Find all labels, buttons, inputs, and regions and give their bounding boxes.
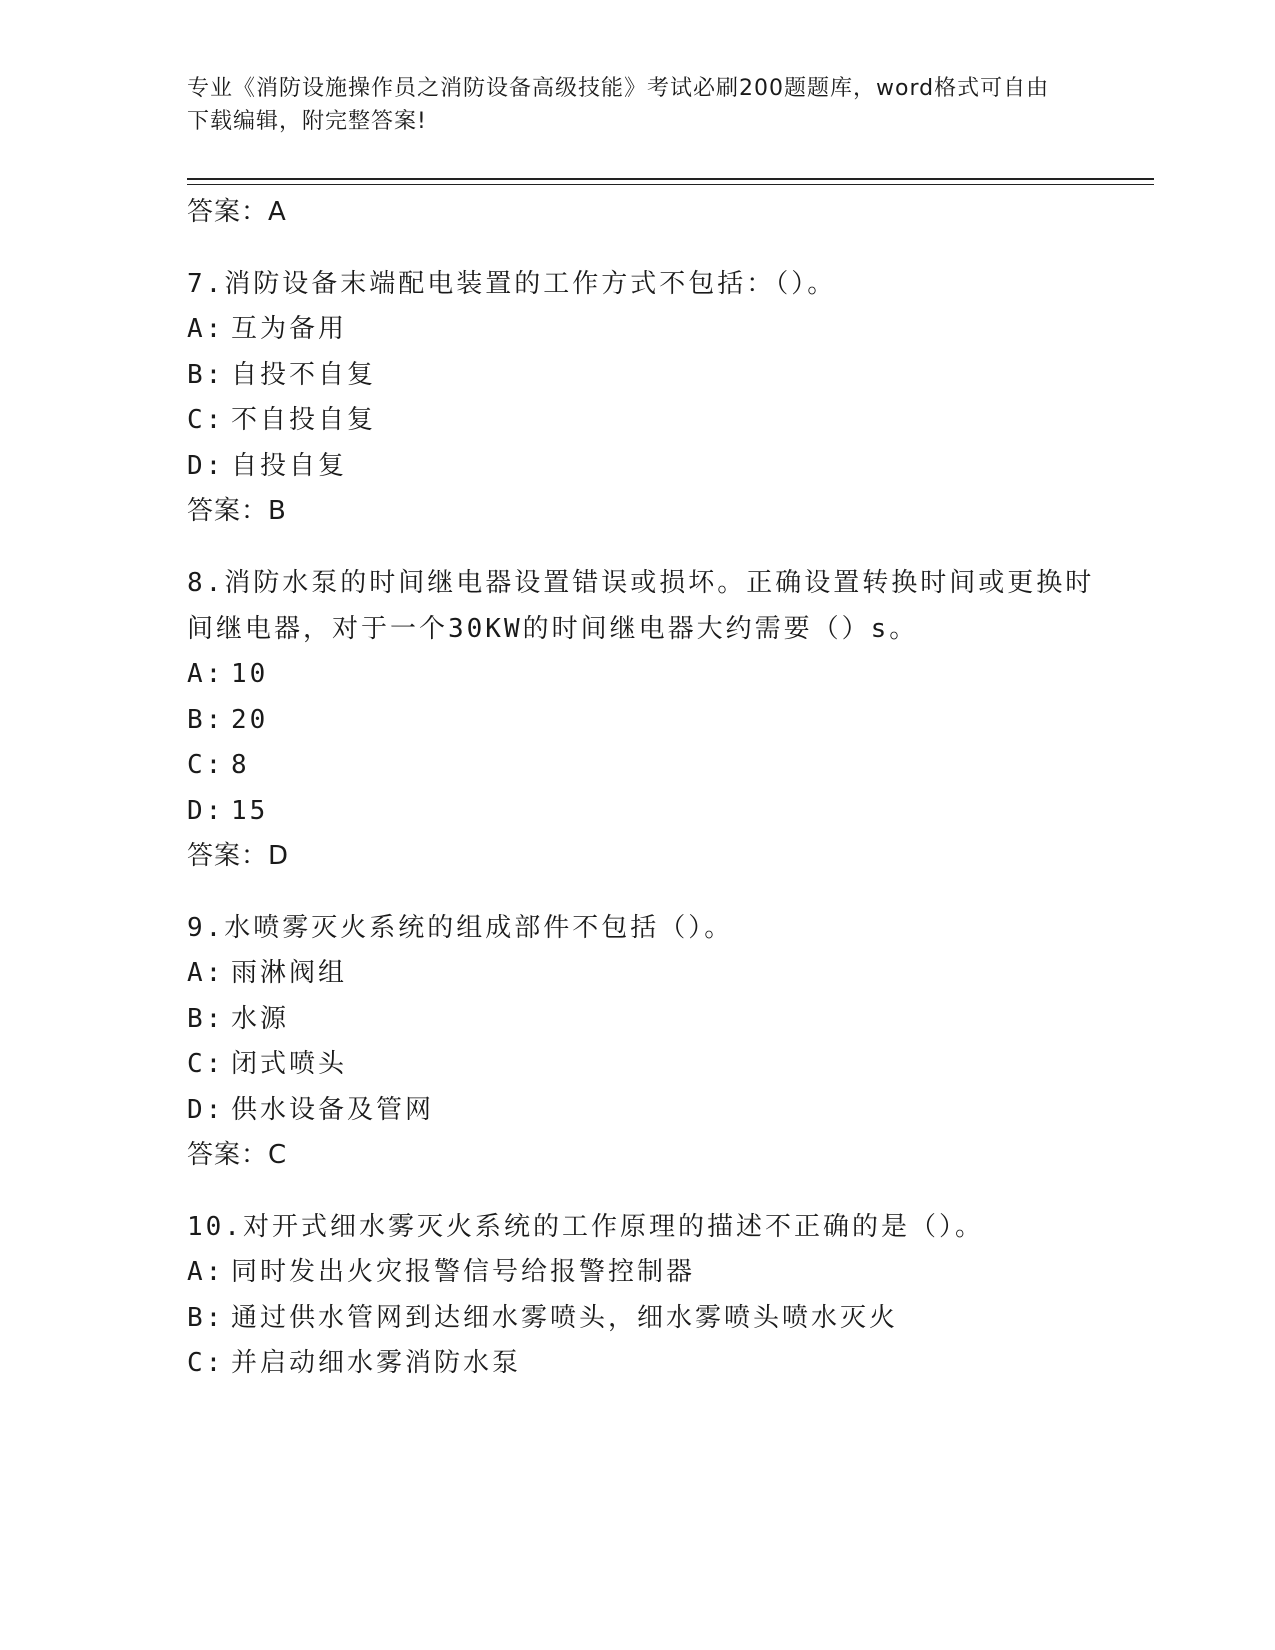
option-key: C: xyxy=(187,750,225,780)
option-key: D: xyxy=(187,450,225,481)
option-text: 供水设备及管网 xyxy=(231,1094,435,1125)
option-b xyxy=(187,997,1107,1043)
option-text: 8 xyxy=(231,750,250,780)
option-key: B: xyxy=(187,1302,225,1333)
option-c xyxy=(187,398,1107,444)
option-text: 并启动细水雾消防水泵 xyxy=(231,1348,522,1378)
option-text: 雨淋阀组 xyxy=(231,958,348,988)
option-text: 通过供水管网到达细水雾喷头，细水雾喷头喷水灭火 xyxy=(231,1302,899,1333)
option-a xyxy=(187,652,1107,698)
option-key: C: xyxy=(187,1348,225,1378)
option-d xyxy=(187,1088,1107,1134)
option-text: 水源 xyxy=(231,1003,290,1034)
option-key: A: xyxy=(187,659,225,689)
question-list xyxy=(187,190,1107,1387)
option-key: A: xyxy=(187,314,225,344)
answer-line: 答案：C xyxy=(187,1140,288,1170)
option-a xyxy=(187,951,1107,997)
option-c xyxy=(187,743,1107,789)
header-divider-thin xyxy=(187,184,1154,185)
question-text: 10.对开式细水雾灭火系统的工作原理的描述不正确的是（）。 xyxy=(187,1212,984,1242)
option-text: 自投自复 xyxy=(231,450,348,481)
option-key: D: xyxy=(187,1094,225,1125)
option-text: 不自投自复 xyxy=(231,405,377,435)
option-text: 互为备用 xyxy=(231,314,348,344)
option-b xyxy=(187,698,1107,744)
answer-line: 答案：D xyxy=(187,841,290,871)
option-key: C: xyxy=(187,405,225,435)
option-text: 15 xyxy=(231,795,269,826)
option-key: A: xyxy=(187,958,225,988)
question-text: 7.消防设备末端配电装置的工作方式不包括：（）。 xyxy=(187,269,837,299)
option-a xyxy=(187,307,1107,353)
answer-line: 答案：A xyxy=(187,197,287,227)
option-c xyxy=(187,1341,1107,1387)
option-d xyxy=(187,789,1107,835)
option-key: B: xyxy=(187,359,225,390)
option-text: 闭式喷头 xyxy=(231,1049,348,1079)
option-c xyxy=(187,1042,1107,1088)
question-text: 9.水喷雾灭火系统的组成部件不包括（）。 xyxy=(187,913,734,943)
option-a xyxy=(187,1250,1107,1296)
option-d xyxy=(187,444,1107,490)
document-header: 专业《消防设施操作员之消防设备高级技能》考试必刷200题题库，word格式可自由下载编辑，附完整答案! xyxy=(187,76,1050,134)
answer-line: 答案：B xyxy=(187,496,287,526)
option-text: 自投不自复 xyxy=(231,359,377,390)
option-key: B: xyxy=(187,704,225,735)
question-text: 8.消防水泵的时间继电器设置错误或损坏。正确设置转换时间或更换时间继电器，对于一个30KW的时间继电器大约需要（）s。 xyxy=(187,568,1095,644)
option-b xyxy=(187,1296,1107,1342)
option-key: A: xyxy=(187,1257,225,1287)
header-divider xyxy=(187,178,1154,180)
option-text: 20 xyxy=(231,704,269,735)
option-key: D: xyxy=(187,795,225,826)
option-key: C: xyxy=(187,1049,225,1079)
option-key: B: xyxy=(187,1003,225,1034)
option-text: 同时发出火灾报警信号给报警控制器 xyxy=(231,1257,696,1287)
option-b xyxy=(187,353,1107,399)
option-text: 10 xyxy=(231,659,269,689)
